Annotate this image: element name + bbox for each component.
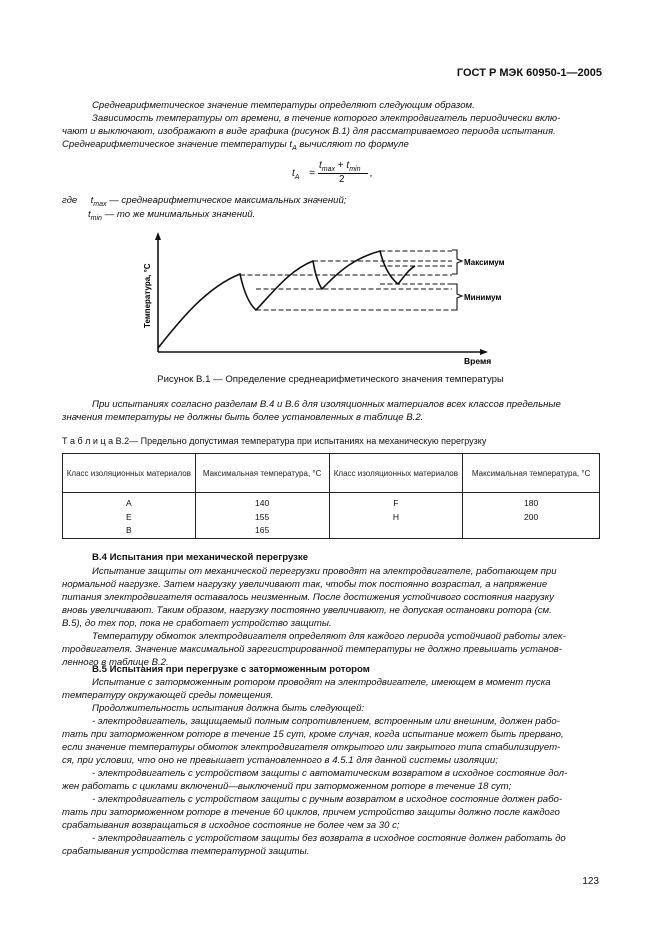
table-b2 (62, 453, 600, 539)
b4-line-5: В.5), до тех пор, пока не сработает устройство защиты. (62, 618, 332, 629)
b5-line-11: тать при заторможенном роторе в течение 60 циклов, причем устройство защиты должно после каждого (62, 807, 560, 818)
table-header-class-1: Класс изоляционных материалов (63, 454, 196, 493)
section-b4-heading: В.4 Испытания при механической перегрузке (92, 552, 309, 563)
where-max-definition: где $t_{max}$ — среднеарифметическое максимальных значений; (62, 195, 347, 208)
min-brace (452, 284, 462, 310)
b5-line-1: Испытание с заторможенным ротором проводят на электродвигателе, имеющем в момент пуска (92, 677, 551, 688)
b5-line-8: - электродвигатель с устройством защиты с автоматическим возвратом в исходное состояние дол- (92, 768, 568, 779)
b5-line-12: срабатывания возвращаться в исходное состояние не более чем за 30 с; (62, 820, 400, 831)
b5-line-3: Продолжительность испытания должна быть следующей: (92, 703, 365, 714)
intro-paragraph-2-line-1: Зависимость температуры от времени, в течение которого электродвигатель периодически вклю- (92, 113, 561, 124)
y-axis-arrow (155, 232, 161, 240)
limits-paragraph-line-2: значения температуры не должны быть более установленных в таблице В.2. (62, 412, 424, 423)
reference-lines (240, 251, 452, 310)
table-header-temp-2: Максимальная температура, °С (463, 454, 600, 493)
intro-paragraph-2-line-2: чают и выключают, изображают в виде графика (рисунок В.1) для рассматриваемого периода испытания. (62, 126, 556, 137)
intro-paragraph-2-line-3 (62, 138, 409, 155)
b5-line-5: тать при заторможенном роторе в течение 15 сут, кроме случая, когда испытание может быть прервано, (62, 729, 564, 740)
b5-line-6: если значение температуры обмоток электродвигателя открытого или закрытого типа стабилизирует- (62, 742, 561, 753)
b5-line-7: ся, при условии, что оно не превышает установленного в 4.5.1 для данной системы изоляции; (62, 755, 498, 766)
y-axis-label: Температура, °С (143, 263, 152, 328)
table-column-temp-2: 180 200 (463, 493, 600, 539)
b4-line-6: Температуру обмоток электродвигателя определяют для каждого периода устойчивой работы элек- (92, 631, 566, 642)
b5-line-14: срабатывания устройства температурной защиты. (62, 846, 310, 857)
x-axis-label: Время (464, 356, 492, 366)
b5-line-10: - электродвигатель с устройством защиты с ручным возвратом в исходное состояние должен рабо- (92, 794, 563, 805)
section-b5-heading: В.5 Испытания при перегрузке с заторможенным ротором (92, 664, 370, 675)
figure-b1-temperature-graph (130, 228, 510, 370)
b5-line-2: температуру окружающей среды помещения. (62, 690, 274, 701)
intro-line-3-part-b: вычисляют по формуле (299, 139, 409, 150)
page-number: 123 (582, 876, 599, 887)
b5-line-13: - электродвигатель с устройством защиты без возврата в исходное состояние должен работать до (92, 833, 566, 844)
formula-numerator: $t_{max} + t_{min}$ (319, 160, 361, 173)
b4-line-4: вновь увеличивают. Таким образом, нагрузку постоянно увеличивают, не допуская остановки ротора (см. (62, 605, 552, 616)
min-label: Минимум (464, 293, 502, 302)
max-brace (452, 250, 462, 274)
formula: $t_A$ = $t_{max} + t_{min}$ 2 , (292, 160, 373, 185)
document-header: ГОСТ Р МЭК 60950-1—2005 (456, 67, 602, 79)
b4-line-3: питания электродвигателя оставалось неизменным. После достижения устойчивого состояния нагрузку (62, 592, 555, 603)
table-column-temp-1: 140 155 165 (195, 493, 329, 539)
figure-caption: Рисунок В.1 — Определение среднеарифметического значения температуры (157, 374, 504, 385)
table-header-temp-1: Максимальная температура, °С (195, 454, 329, 493)
b4-line-2: нормальной нагрузке. Затем нагрузку увеличивают так, чтобы ток постоянно возрастал, а напряжение (62, 579, 548, 590)
x-axis-arrow (480, 349, 488, 355)
where-min-definition: $t_{min}$ — то же минимальных значений. (88, 209, 256, 222)
max-label: Максимум (464, 258, 505, 267)
table-column-class-1: A E B (63, 493, 196, 539)
b4-line-8: ленного в таблице В.2. (62, 657, 169, 668)
t-a-symbol: $t_A$ (289, 139, 297, 152)
b4-line-7: тродвигателя. Значение максимальной зарегистрированной температуры не должно превышать установ- (62, 644, 563, 655)
table-column-class-2: F H (329, 493, 463, 539)
intro-line-3-part-a: Среднеарифметическое значение температуры (62, 139, 287, 150)
b5-line-9: жен работать с циклами включений—выключений при заторможенном роторе в течение 18 сут; (62, 781, 512, 792)
b4-line-1: Испытание защиты от механической перегрузки проводят на электродвигателе, работающем при (92, 566, 557, 577)
b5-line-4: - электродвигатель, защищаемый полным сопротивлением, встроенным или внешним, должен рабо- (92, 716, 560, 727)
intro-paragraph-1: Среднеарифметическое значение температуры определяют следующим образом. (92, 100, 475, 111)
limits-paragraph-line-1: При испытаниях согласно разделам В.4 и В.6 для изоляционных материалов всех классов предельные (92, 399, 561, 410)
temperature-curve (158, 251, 415, 348)
table-header-class-2: Класс изоляционных материалов (329, 454, 463, 493)
table-caption: Т а б л и ц а В.2— Предельно допустимая температура при испытаниях на механическую перегрузку (62, 436, 487, 446)
